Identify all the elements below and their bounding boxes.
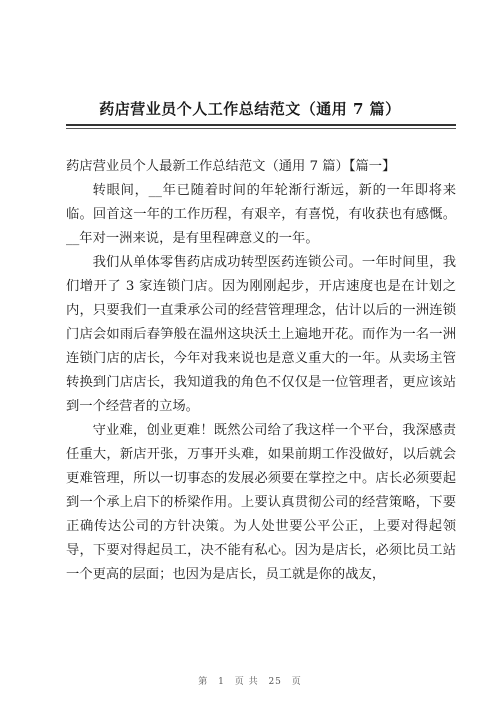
paragraph-1: 转眼间，__年已随着时间的年轮渐行渐远，新的一年即将来临。回首这一年的工作历程，有艰辛，有喜悦，有收获也有感慨。__年对一洲来说，是有里程碑意义的一年。 [66, 183, 456, 246]
footer-total-pages: 25 [268, 677, 282, 687]
footer-middle: 页 共 [234, 677, 259, 687]
title-rule-thick [66, 124, 456, 126]
title-rule-thin [66, 128, 456, 129]
paragraph-3: 守业难，创业更难！既然公司给了我这样一个平台，我深感责任重大，新店开张，万事开头难，如果前期工作没做好，以后就会更难管理，所以一切事态的发展必须要在掌控之中。店长必须要起到一个承上启下的桥梁作用。上要认真贯彻公司的经营策略，下要正确传达公司的方针决策。为人处世要公平公正，上要对得起领导，下要对得起员工，决不能有私心。因为是店长，必须比员工站一个更高的层面；也因为是店长，员工就是你的战友， [66, 423, 456, 582]
page-footer [0, 674, 500, 687]
footer-current-page: 1 [218, 677, 225, 687]
footer-suffix: 页 [291, 677, 302, 687]
document-body [66, 155, 456, 587]
section-heading: 药店营业员个人最新工作总结范文（通用 7 篇）【篇一】 [66, 159, 396, 174]
footer-prefix: 第 [198, 677, 209, 687]
paragraph-2: 我们从单体零售药店成功转型医药连锁公司。一年时间里，我们增开了 3 家连锁门店。因为刚刚起步，开店速度也是在计划之内，只要我们一直秉承公司的经营管理理念，估计以后的一洲连锁门店会如雨后春笋般在温州这块沃土上遍地开花。而作为一名一洲连锁门店的店长，今年对我来说也是意义重大的一年。从卖场主管转换到门店店长，我知道我的角色不仅仅是一位管理者，更应该站到一个经营者的立场。 [66, 255, 456, 414]
document-title: 药店营业员个人工作总结范文（通用 7 篇） [99, 100, 401, 118]
